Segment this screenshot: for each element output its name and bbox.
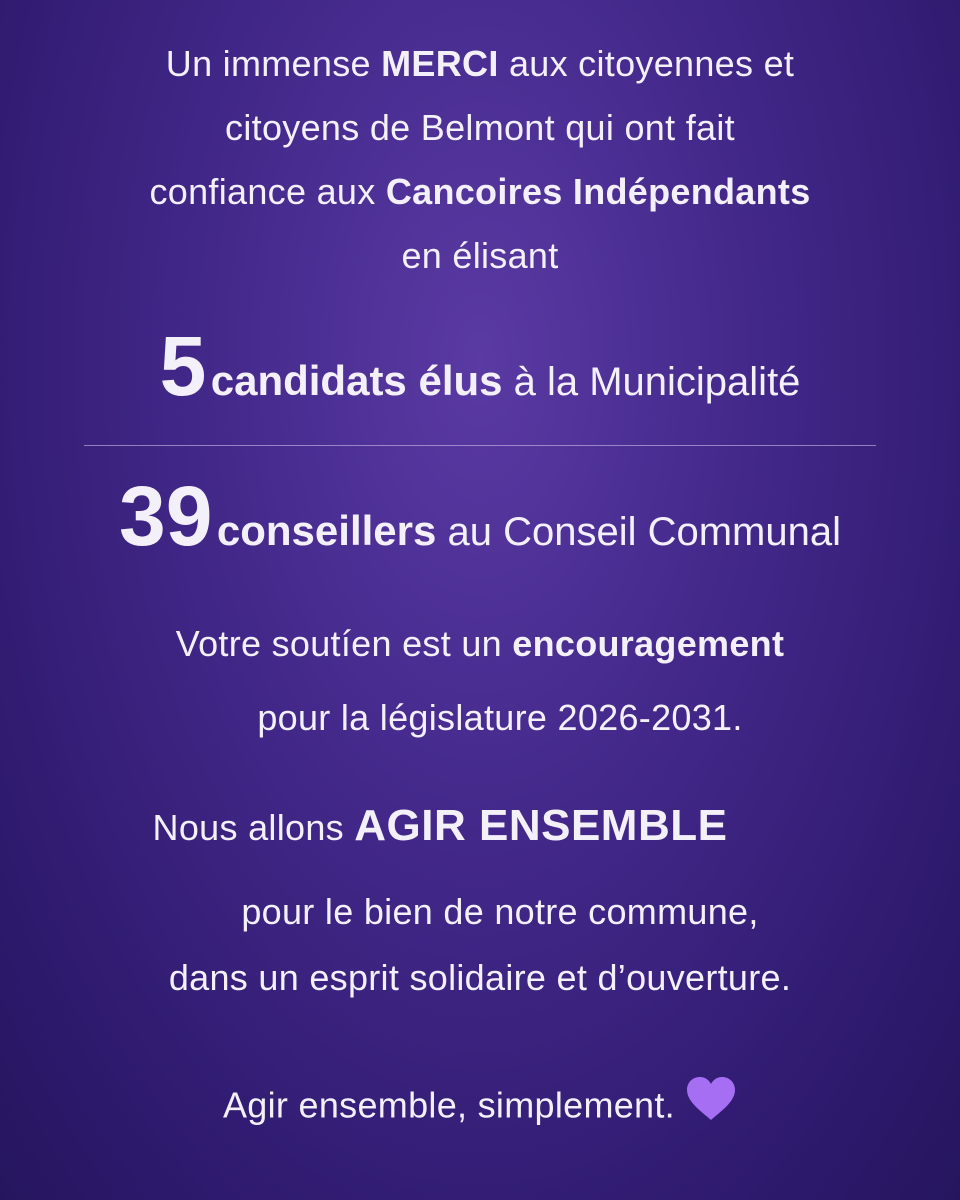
intro-text: citoyens de Belmont qui ont fait [225, 107, 735, 148]
slogan-line [0, 1080, 960, 1136]
action-text: pour le bien de notre commune, [241, 891, 759, 932]
action-line-2 [20, 890, 960, 934]
stat-conseil [0, 468, 960, 565]
action-text: Nous allons [152, 807, 355, 848]
intro-line-1 [0, 42, 960, 86]
agir-ensemble-highlight: AGIR ENSEMBLE [354, 801, 728, 850]
support-text: Votre soutíen est un [175, 623, 513, 664]
purple-heart-icon [685, 1076, 737, 1132]
stat-municipalite [0, 318, 960, 415]
stat-label: à la Municipalité [502, 360, 801, 404]
intro-line-2 [0, 106, 960, 150]
encouragement-highlight: encouragement [512, 623, 785, 664]
intro-line-4 [0, 234, 960, 278]
intro-text: confiance aux [149, 171, 386, 212]
intro-text: aux citoyennes et [498, 43, 795, 84]
party-name: Cancoires Indépendants [385, 171, 811, 212]
intro-text: en élisant [401, 235, 559, 276]
stat-number: 39 [119, 469, 213, 563]
support-line-2 [20, 696, 960, 740]
slogan-text: Agir ensemble, simplement. [223, 1084, 675, 1126]
divider-line [84, 445, 876, 446]
intro-line-3 [0, 170, 960, 214]
intro-text: Un immense [165, 43, 382, 84]
stat-label-bold: conseillers [216, 507, 437, 554]
action-line-1 [0, 801, 920, 850]
action-text: dans un esprit solidaire et d’ouverture. [168, 957, 792, 998]
support-text: pour la législature 2026-2031. [257, 697, 743, 738]
stat-label-bold: candidats élus [210, 357, 503, 404]
stat-label: au Conseil Communal [436, 510, 841, 554]
merci-highlight: MERCI [381, 43, 499, 84]
support-line-1 [0, 622, 960, 666]
action-line-3 [0, 956, 960, 1000]
stat-number: 5 [159, 319, 207, 413]
